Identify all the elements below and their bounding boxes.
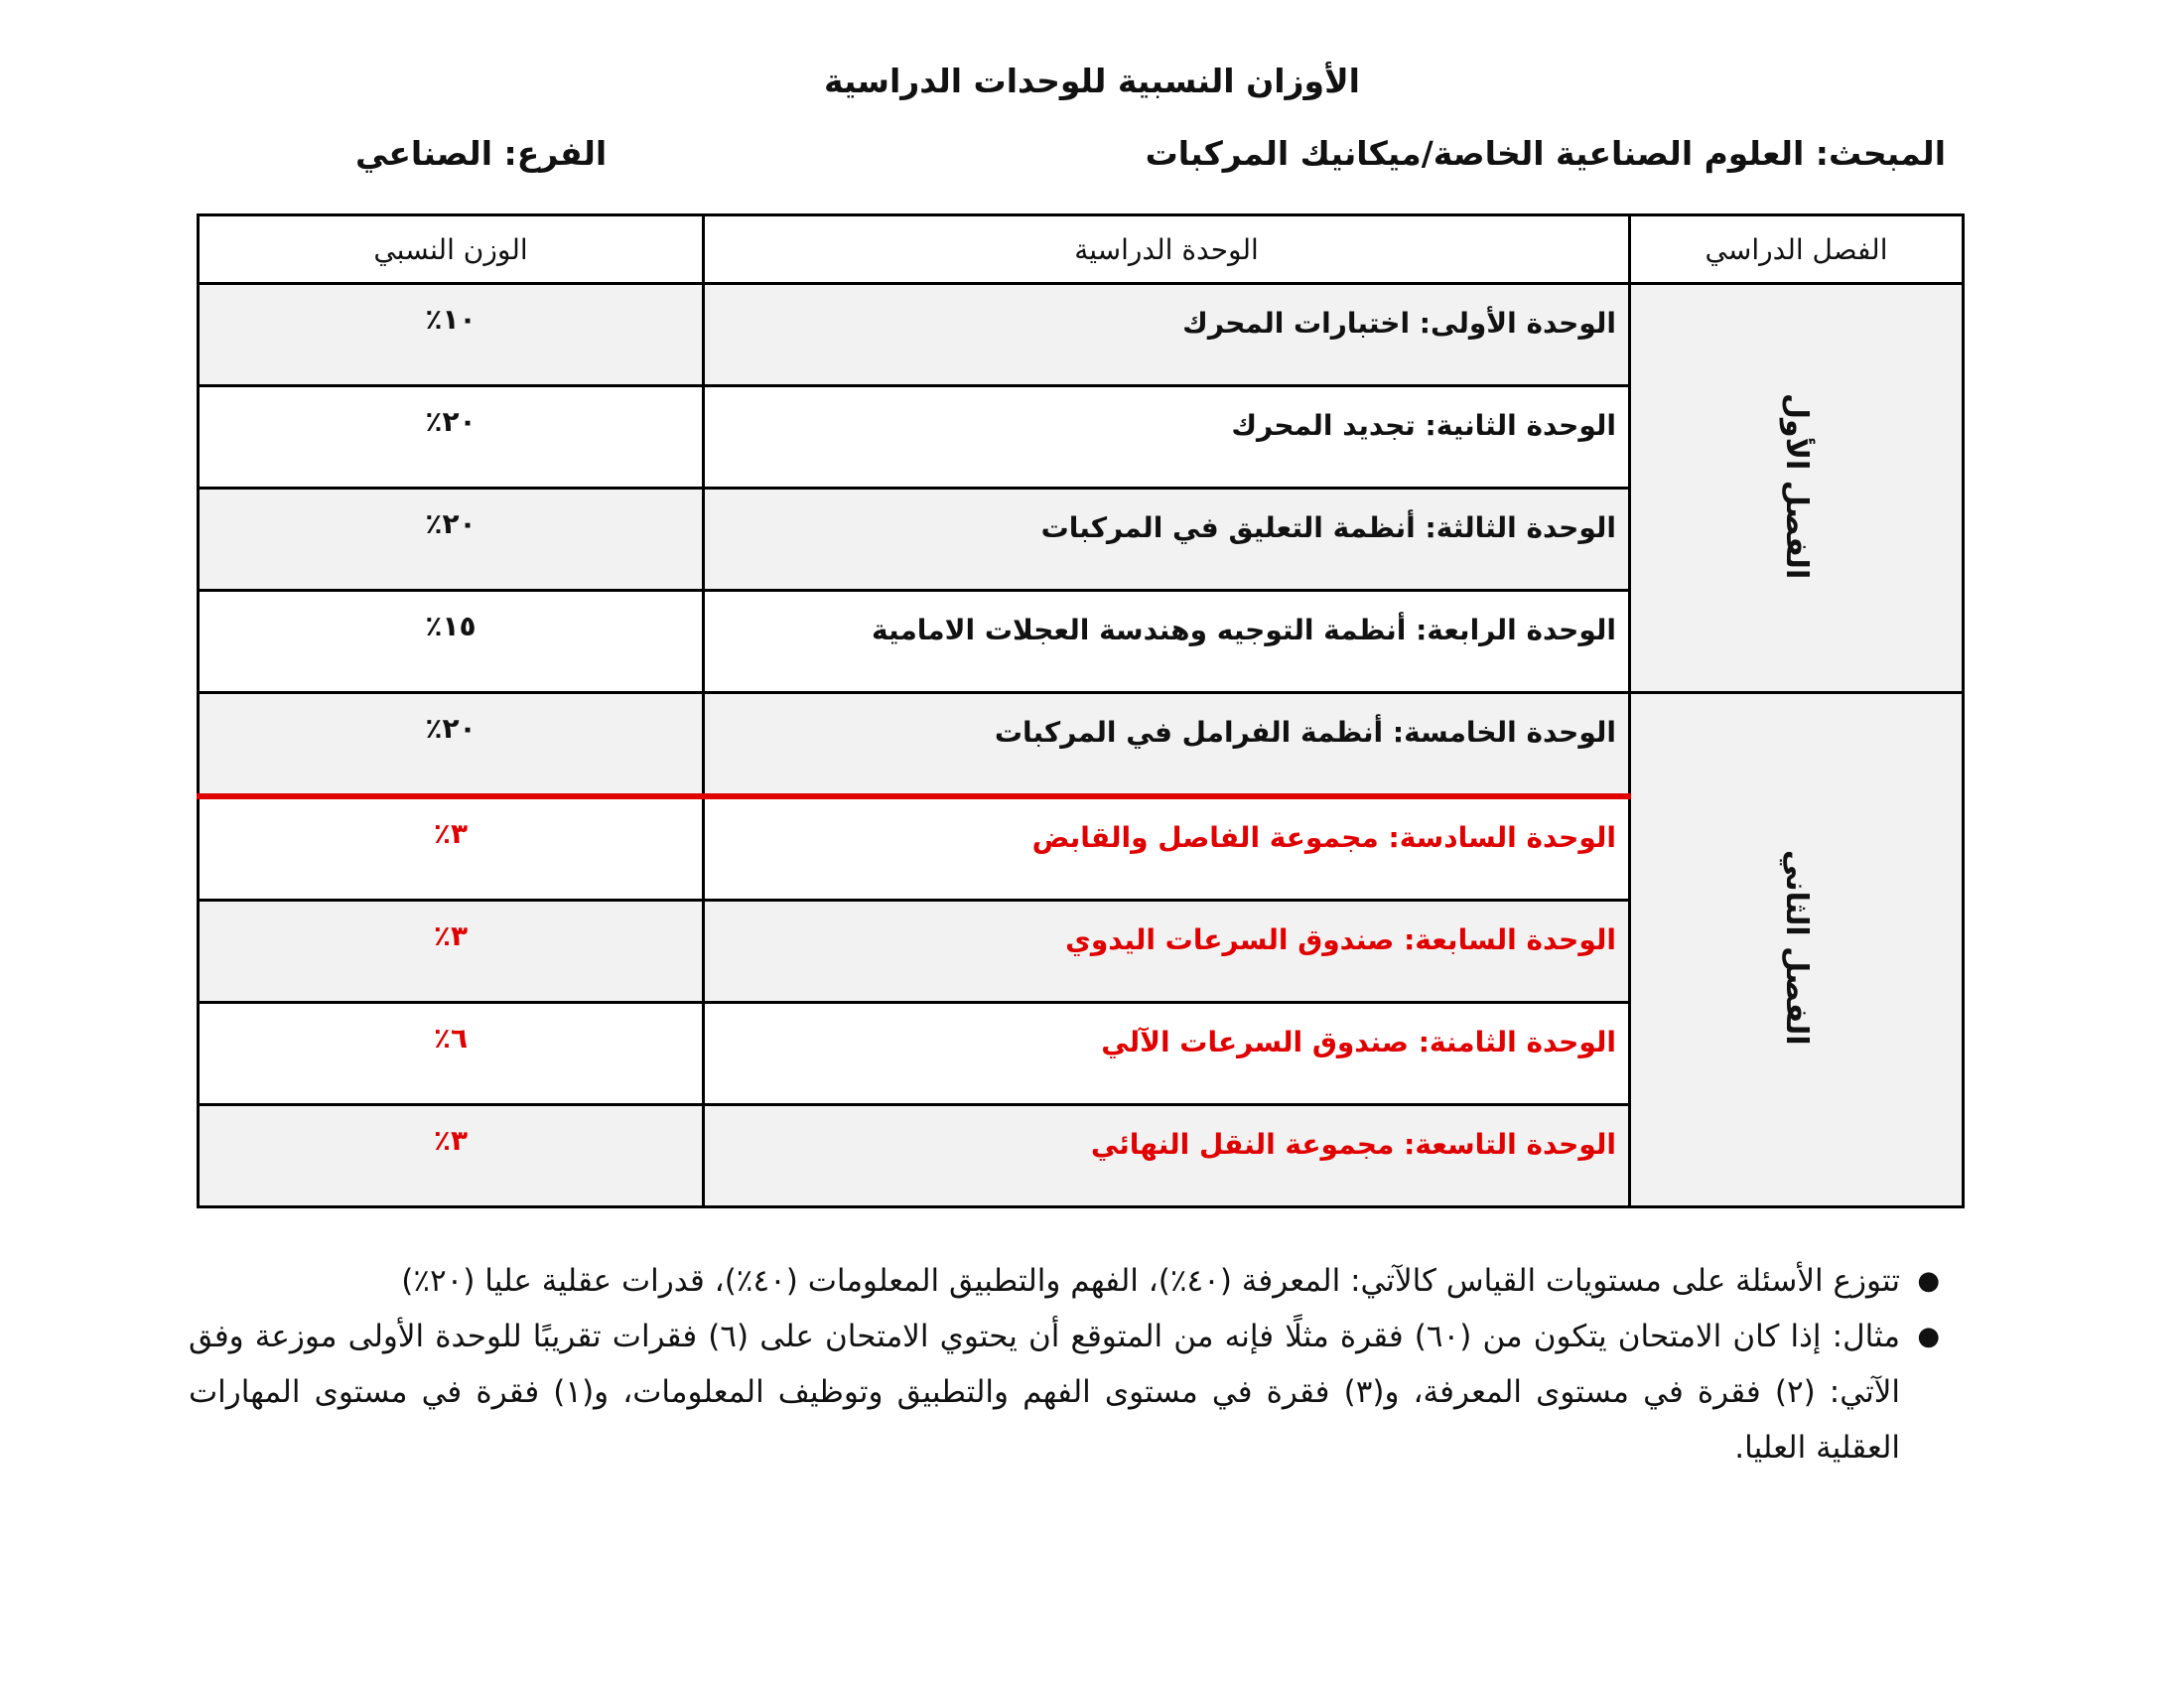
notes-list	[189, 1253, 1946, 1476]
weights-table-container	[197, 213, 1962, 1206]
branch-label: الفرع: الصناعي	[355, 134, 608, 173]
header-weight: الوزن النسبي	[199, 215, 704, 284]
list-item	[189, 1253, 1940, 1309]
bullet-icon: ●	[1917, 1266, 1940, 1296]
bullet-icon: ●	[1917, 1322, 1940, 1351]
subject-label: المبحث: العلوم الصناعية الخاصة/ميكانيك المركبات	[1145, 134, 1946, 173]
term-label-second: الفصل الثاني	[1779, 850, 1814, 1046]
weight-cell: ١٠٪	[199, 284, 704, 386]
note-text: مثال: إذا كان الامتحان يتكون من (٦٠) فقرة مثلًا فإنه من المتوقع أن يحتوي الامتحان على (٦) فقرات تقريبًا للوحدة الأولى موزعة وفق الآتي: (٢) فقرة في مستوى المعرفة، و(٣) فقرة في مستوى الفهم والتطبيق وتوظيف المعلومات، و(١) فقرة في مستوى المهارات العقلية العليا.	[189, 1319, 1900, 1466]
weight-cell: ٢٠٪	[199, 693, 704, 797]
weight-cell: ٢٠٪	[199, 386, 704, 489]
header-term: الفصل الدراسي	[1630, 215, 1964, 284]
weight-cell: ١٥٪	[199, 591, 704, 693]
unit-cell: الوحدة الثانية: تجديد المحرك	[704, 386, 1630, 489]
weight-cell: ٣٪	[199, 796, 704, 901]
unit-cell: الوحدة الثامنة: صندوق السرعات الآلي	[704, 1003, 1630, 1105]
weight-cell: ٢٠٪	[199, 489, 704, 591]
list-item	[189, 1309, 1940, 1476]
header-unit: الوحدة الدراسية	[704, 215, 1630, 284]
unit-cell: الوحدة التاسعة: مجموعة النقل النهائي	[704, 1105, 1630, 1207]
unit-cell: الوحدة الخامسة: أنظمة الفرامل في المركبات	[704, 693, 1630, 797]
weights-table	[197, 213, 1965, 1208]
weight-cell: ٣٪	[199, 901, 704, 1003]
page-title: الأوزان النسبية للوحدات الدراسية	[824, 62, 1360, 100]
unit-cell: الوحدة السادسة: مجموعة الفاصل والقابض	[704, 796, 1630, 901]
weight-cell: ٣٪	[199, 1105, 704, 1207]
term-cell-first	[1630, 284, 1964, 693]
table-header-row	[199, 215, 1964, 284]
table-row	[199, 284, 1964, 386]
note-text: تتوزع الأسئلة على مستويات القياس كالآتي: المعرفة (٤٠٪)، الفهم والتطبيق المعلومات (٤٠٪)، قدرات عقلية عليا (٢٠٪)	[401, 1263, 1900, 1299]
unit-cell: الوحدة الرابعة: أنظمة التوجيه وهندسة العجلات الامامية	[704, 591, 1630, 693]
unit-cell: الوحدة الأولى: اختبارات المحرك	[704, 284, 1630, 386]
unit-cell: الوحدة السابعة: صندوق السرعات اليدوي	[704, 901, 1630, 1003]
weight-cell: ٦٪	[199, 1003, 704, 1105]
table-row	[199, 693, 1964, 797]
unit-cell: الوحدة الثالثة: أنظمة التعليق في المركبات	[704, 489, 1630, 591]
term-label-first: الفصل الأول	[1779, 392, 1814, 580]
term-cell-second	[1630, 693, 1964, 1207]
